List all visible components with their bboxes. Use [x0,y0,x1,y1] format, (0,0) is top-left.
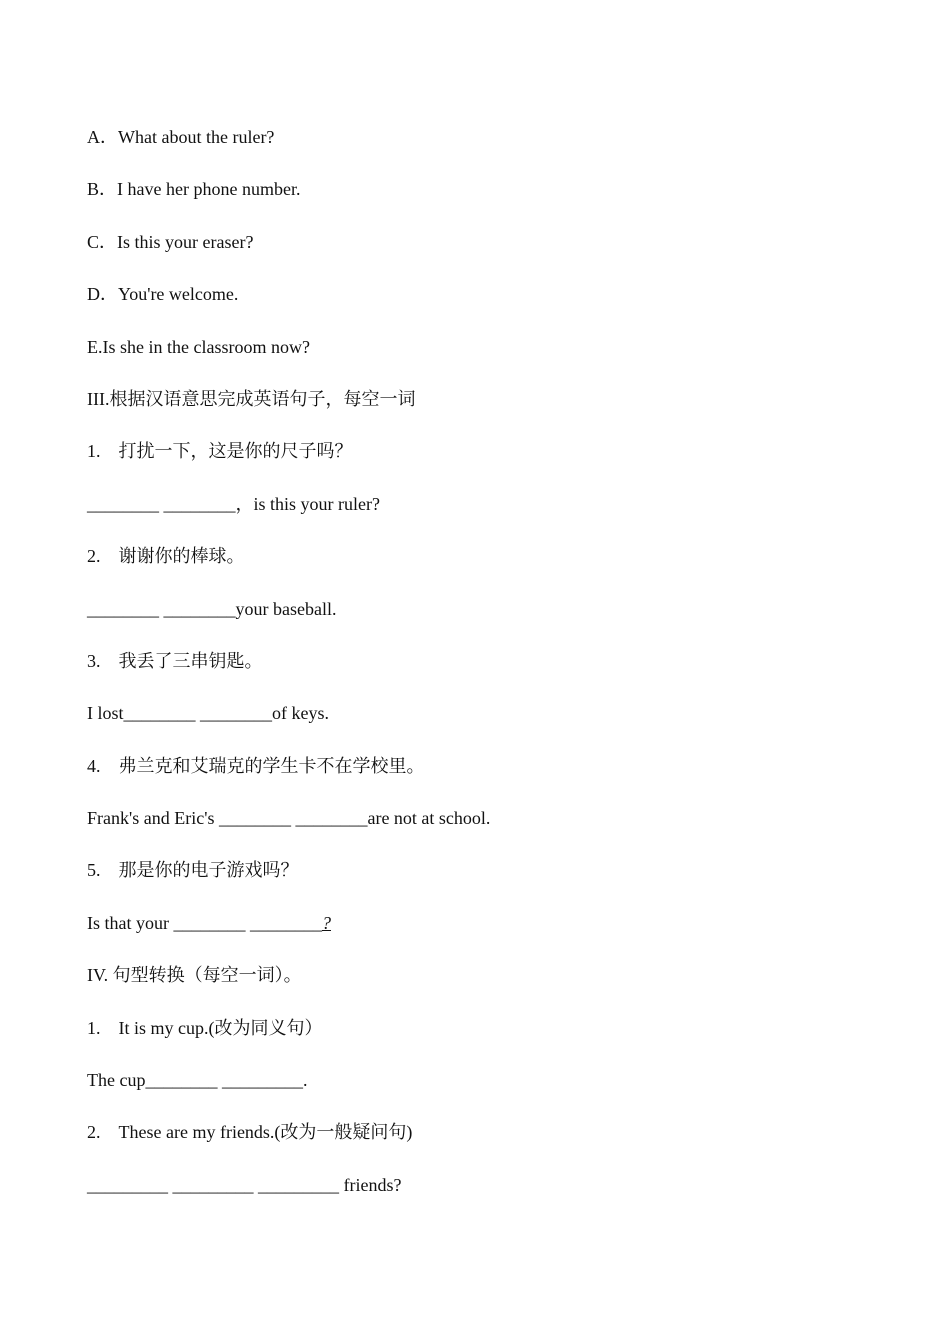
s3-q5-prompt: 5. 那是你的电子游戏吗？ [87,860,299,881]
s3-q2-prompt: 2. 谢谢你的棒球。 [87,546,245,567]
option-d: D．You're welcome. [87,284,239,305]
s3-q3-prompt: 3. 我丢了三串钥匙。 [87,650,263,671]
s3-q1-prompt: 1. 打扰一下，这是你的尺子吗？ [87,441,353,462]
s4-q2-answer-line: _________ _________ _________ friends? [87,1174,402,1195]
document-page [87,122,867,1222]
s4-q2-prompt: 2. These are my friends.(改为一般疑问句) [87,1122,413,1143]
s4-q1-answer-line: The cup________ _________. [87,1070,308,1091]
section-3-heading: III.根据汉语意思完成英语句子，每空一词 [87,388,416,409]
s3-q5-answer-text: Is that your ________ ________ [87,912,322,933]
option-c: C．Is this your eraser? [87,231,254,252]
s3-q2-answer-line: ________ ________your baseball. [87,598,337,619]
section-4-heading: IV. 句型转换（每空一词）。 [87,965,302,986]
option-b: B．I have her phone number. [87,179,301,200]
s3-q4-answer-line: Frank's and Eric's ________ ________are not at school. [87,808,491,829]
option-e: E.Is she in the classroom now? [87,336,310,357]
s3-q1-answer-line: ________ ________，is this your ruler? [87,493,380,514]
s3-q4-prompt: 4. 弗兰克和艾瑞克的学生卡不在学校里。 [87,755,425,776]
s4-q1-prompt: 1. It is my cup.(改为同义句） [87,1017,323,1038]
s3-q5-answer-line [87,908,867,960]
s3-q3-answer-line: I lost________ ________of keys. [87,703,329,724]
option-a: A．What about the ruler? [87,127,275,147]
s3-q5-question-mark: ? [321,912,331,933]
